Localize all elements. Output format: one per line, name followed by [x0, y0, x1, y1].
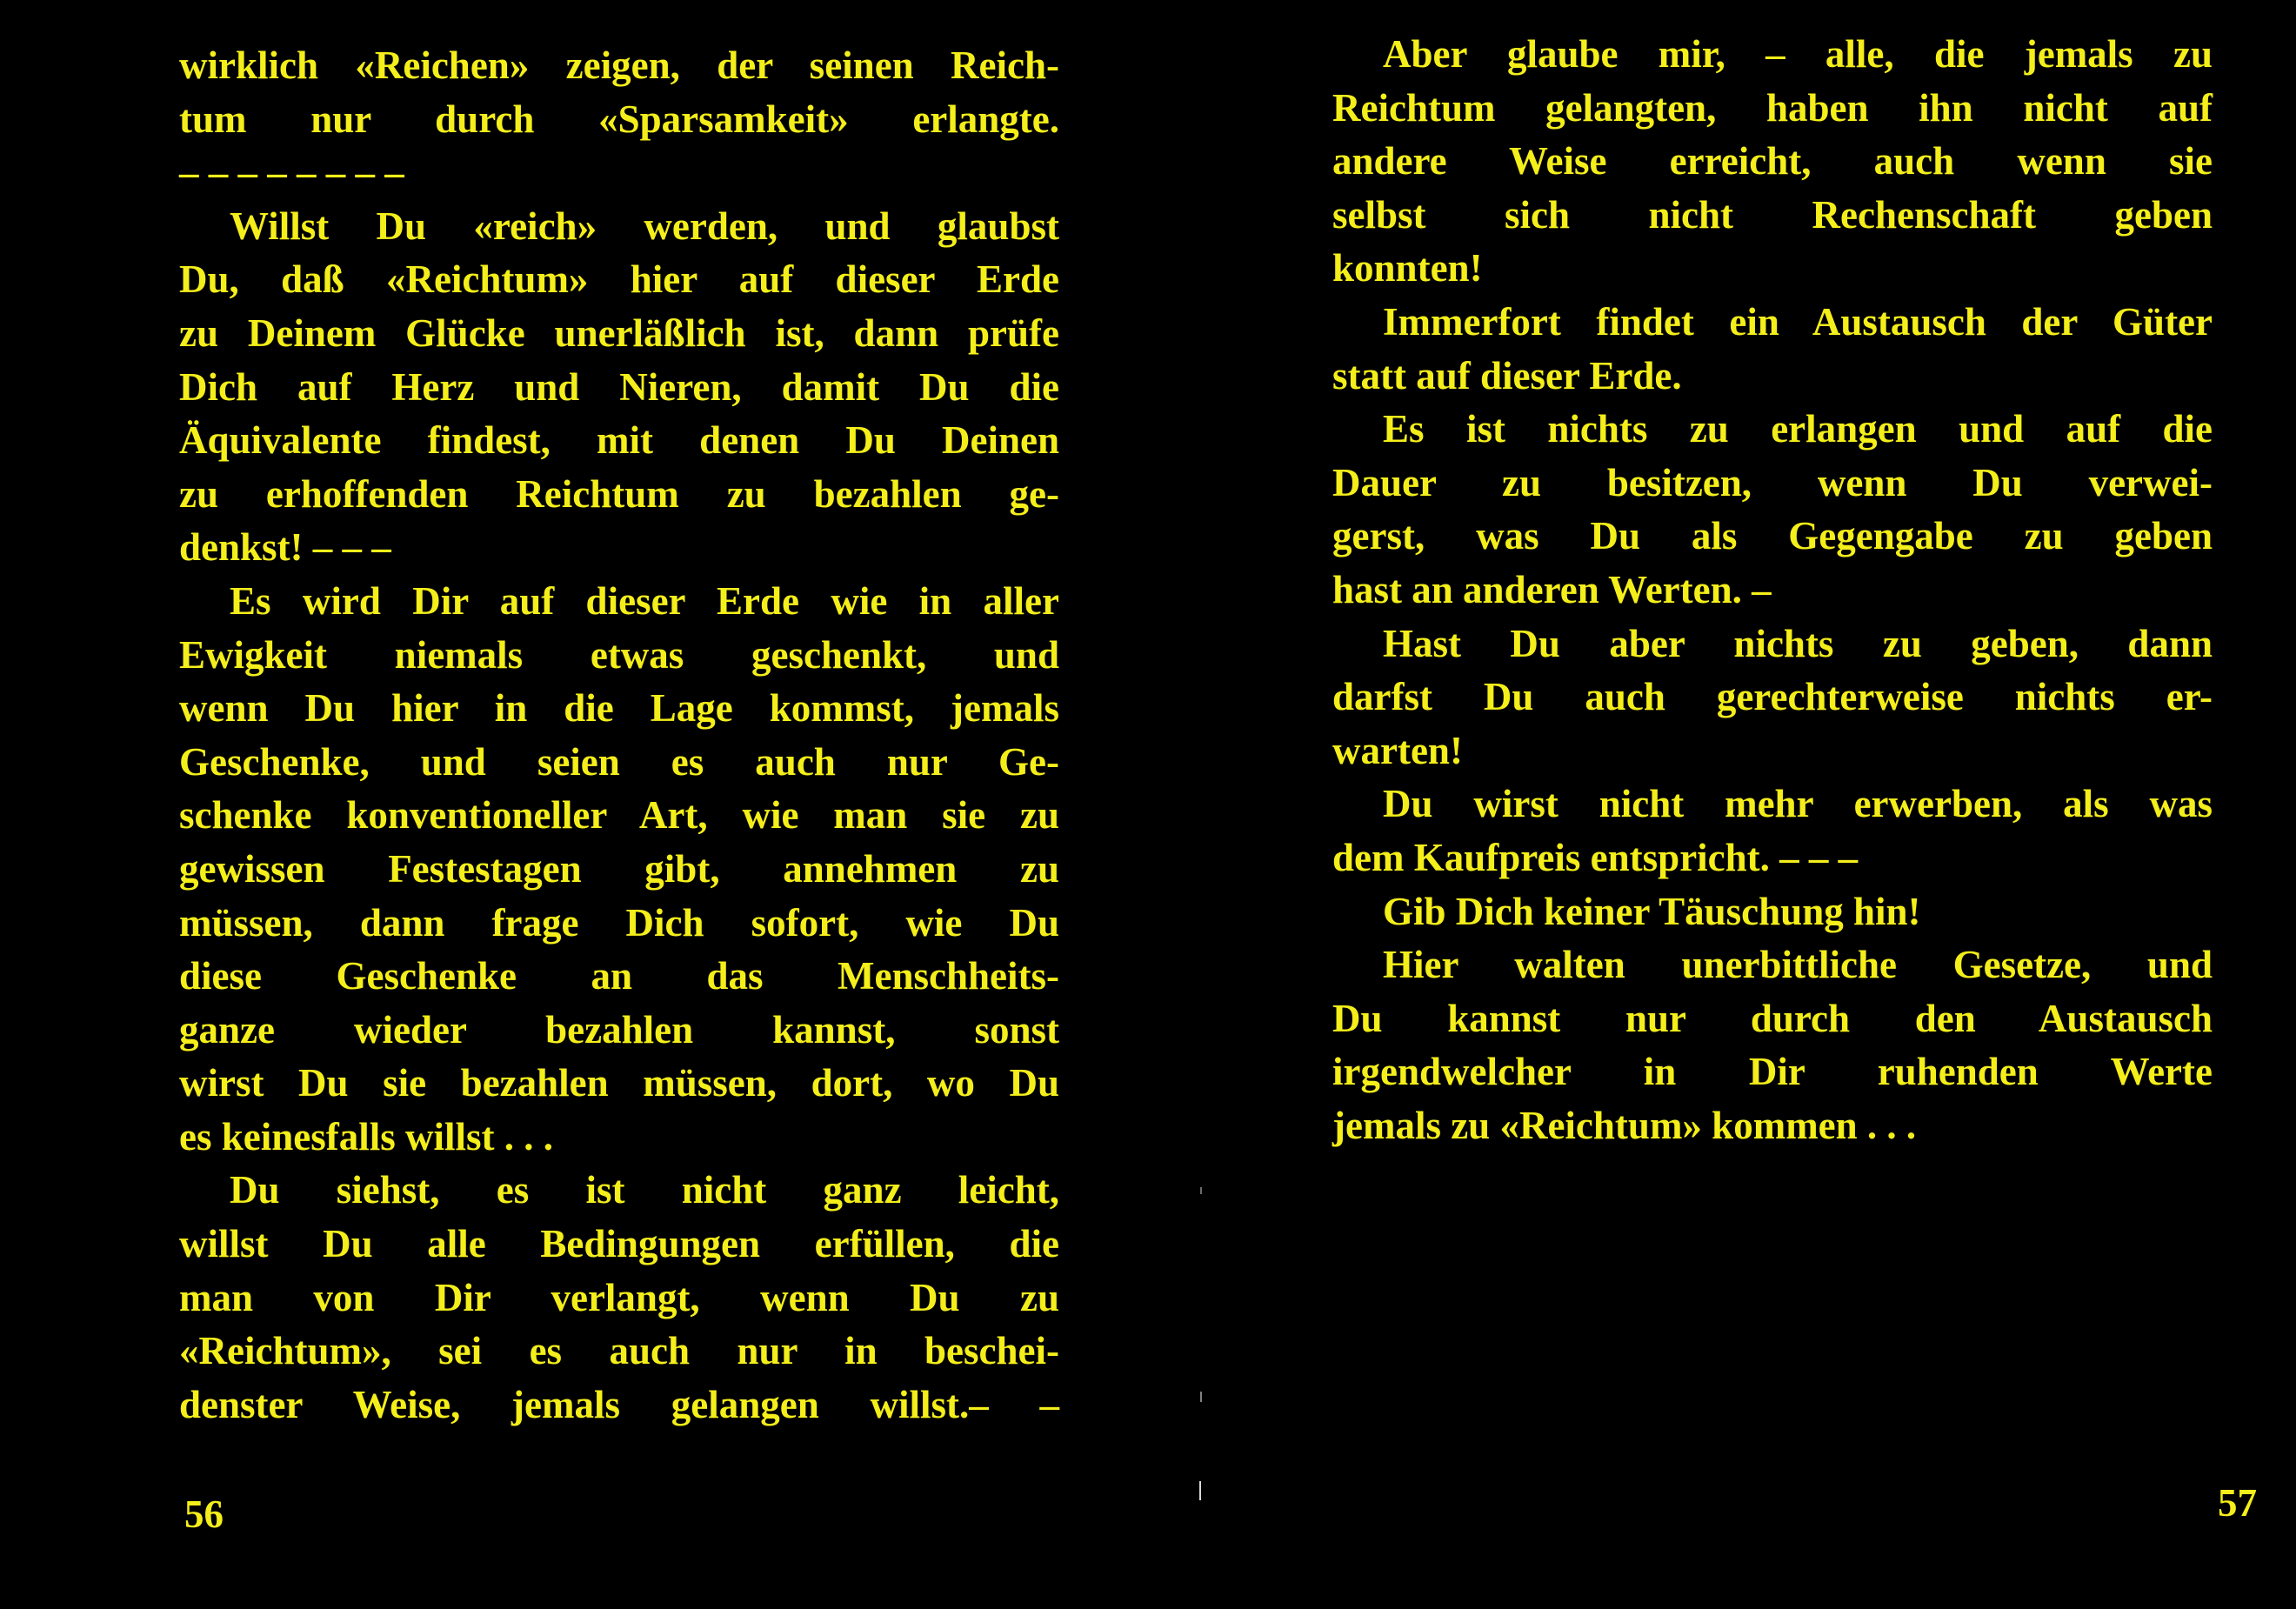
text-line: Äquivalente findest, mit denen Du Deinen — [179, 418, 1059, 463]
text-line: Du, daß «Reichtum» hier auf dieser Erde — [179, 257, 1059, 302]
text-line: Aber glaube mir, – alle, die jemals zu — [1383, 32, 2213, 76]
right-page — [1148, 0, 2296, 1609]
text-line: wirklich «Reichen» zeigen, der seinen Reich- — [179, 43, 1059, 87]
gutter-mark — [1199, 1481, 1201, 1500]
text-line: Dauer zu besitzen, wenn Du verwei- — [1332, 460, 2213, 504]
text-line: Du wirst nicht mehr erwerben, als was — [1383, 782, 2213, 826]
text-line: Dich auf Herz und Nieren, damit Du die — [179, 364, 1059, 409]
text-line: Geschenke, und seien es auch nur Ge- — [179, 739, 1059, 784]
page-number-left: 56 — [184, 1492, 224, 1536]
text-line: wenn Du hier in die Lage kommst, jemals — [179, 686, 1059, 731]
text-line: Du kannst nur durch den Austausch — [1332, 996, 2213, 1040]
left-page-text — [179, 39, 1059, 1432]
text-line: Immerfort findet ein Austausch der Güter — [1383, 299, 2213, 344]
text-line: Es ist nichts zu erlangen und auf die — [1383, 407, 2213, 451]
text-line: willst Du alle Bedingungen erfüllen, die — [179, 1222, 1059, 1266]
text-line: konnten! — [1332, 246, 1483, 290]
text-line: darfst Du auch gerechterweise nichts er- — [1332, 675, 2213, 719]
text-line: hast an anderen Werten. – — [1332, 567, 1772, 611]
text-line: dem Kaufpreis entspricht. – – – — [1332, 835, 1859, 879]
page-number-right: 57 — [2218, 1481, 2257, 1525]
text-line: tum nur durch «Sparsamkeit» erlangte. — [179, 97, 1059, 141]
text-line: statt auf dieser Erde. — [1332, 353, 1682, 397]
text-line: denster Weise, jemals gelangen willst.– – — [179, 1382, 1059, 1426]
text-line: es keinesfalls willst . . . — [179, 1114, 554, 1158]
text-line: diese Geschenke an das Menschheits- — [179, 954, 1059, 998]
text-line: Hast Du aber nichts zu geben, dann — [1383, 621, 2213, 665]
text-line: irgendwelcher in Dir ruhenden Werte — [1332, 1050, 2213, 1094]
text-line: zu Deinem Glücke unerläßlich ist, dann prüfe — [179, 310, 1059, 355]
text-line: denkst! – – – — [179, 525, 391, 570]
text-line: «Reichtum», sei es auch nur in beschei- — [179, 1329, 1059, 1373]
text-line: zu erhoffenden Reichtum zu bezahlen ge- — [179, 471, 1059, 516]
text-line: Es wird Dir auf dieser Erde wie in aller — [230, 578, 1059, 623]
text-line: – – – – – – – – — [179, 150, 404, 195]
text-line: andere Weise erreicht, auch wenn sie — [1332, 139, 2213, 184]
text-line: Reichtum gelangten, haben ihn nicht auf — [1332, 85, 2213, 130]
text-line: ganze wieder bezahlen kannst, sonst — [179, 1007, 1059, 1052]
text-line: gewissen Festestagen gibt, annehmen zu — [179, 846, 1059, 891]
text-line: man von Dir verlangt, wenn Du zu — [179, 1275, 1059, 1319]
text-line: Willst Du «reich» werden, und glaubst — [230, 204, 1059, 248]
text-line: Gib Dich keiner Täuschung hin! — [1383, 889, 1921, 933]
text-line: Hier walten unerbittliche Gesetze, und — [1383, 943, 2213, 987]
text-line: Du siehst, es ist nicht ganz leicht, — [230, 1168, 1059, 1212]
text-line: warten! — [1332, 728, 1463, 772]
right-page-text — [1332, 28, 2213, 1152]
text-line: gerst, was Du als Gegengabe zu geben — [1332, 514, 2213, 558]
gutter-mark — [1200, 1392, 1202, 1402]
gutter-mark — [1200, 1187, 1202, 1194]
text-line: müssen, dann frage Dich sofort, wie Du — [179, 900, 1059, 945]
text-line: jemals zu «Reichtum» kommen . . . — [1332, 1103, 1917, 1147]
text-line: Ewigkeit niemals etwas geschenkt, und — [179, 632, 1059, 677]
text-line: schenke konventioneller Art, wie man sie zu — [179, 793, 1059, 838]
text-line: selbst sich nicht Rechenschaft geben — [1332, 192, 2213, 237]
text-line: wirst Du sie bezahlen müssen, dort, wo Du — [179, 1061, 1059, 1105]
